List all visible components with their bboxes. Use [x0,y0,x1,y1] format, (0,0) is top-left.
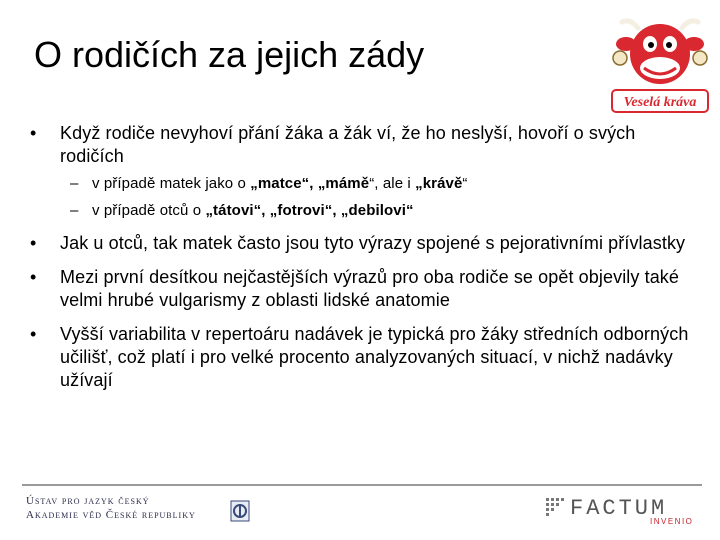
institute-logo-icon [230,500,250,522]
institute-name [26,494,196,522]
bullet-icon: • [30,267,37,287]
bullet-text: Vyšší variabilita v repertoáru nadávek je typická pro žáky středních odborných učilišť, což platí i pro velké procento analyzovaných situací, v nichž nadávky užívají [60,324,689,390]
bullet-icon: • [30,123,37,143]
dash-icon: – [70,175,79,192]
bullet-icon: • [30,233,37,253]
bullet-text: Jak u otců, tak matek často jsou tyto výrazy spojené s pejorativními přívlastky [60,233,686,253]
bullet-item [30,266,700,312]
sub-bullet-item [60,201,700,221]
vesela-krava-logo [606,14,712,118]
bullet-item [30,232,700,255]
bullet-icon: • [30,324,37,344]
bullet-text: Mezi první desítkou nejčastějších výrazů pro oba rodiče se opět objevily také velmi hrubé vulgarismy z oblasti lidské anatomie [60,267,680,310]
bullet-content [30,122,700,403]
bullet-text: Když rodiče nevyhoví přání žáka a žák ví, že ho neslyší, hovoří o svých rodičích [60,123,636,166]
institute-line-1: Ústav pro jazyk český [26,495,150,507]
factum-invenio-logo [544,492,706,526]
sub-bullet-end: “ [462,175,468,192]
sub-bullet-prefix: v případě matek jako o [92,175,251,192]
dash-icon: – [70,202,79,219]
sub-bullet-prefix: v případě otců o [92,202,206,219]
sub-bullet-mid: “, ale i [369,175,416,192]
sub-bullet-item [60,174,700,194]
institute-line-2: Akademie věd České republiky [26,509,196,521]
bullet-item [30,122,700,221]
brand-sub: INVENIO [650,517,694,526]
footer-divider [22,484,702,486]
bullet-item [30,323,700,392]
sub-bullet-bold: „krávě [415,175,463,192]
logo-caption: Veselá kráva [623,95,697,110]
page-title: O rodičích za jejich zády [34,34,425,75]
brand-main: FACTUM [570,496,668,521]
sub-bullet-bold: „tátovi“, „fotrovi“, „debilovi“ [205,202,414,219]
sub-bullet-bold: „matce“, „mámě [250,175,370,192]
